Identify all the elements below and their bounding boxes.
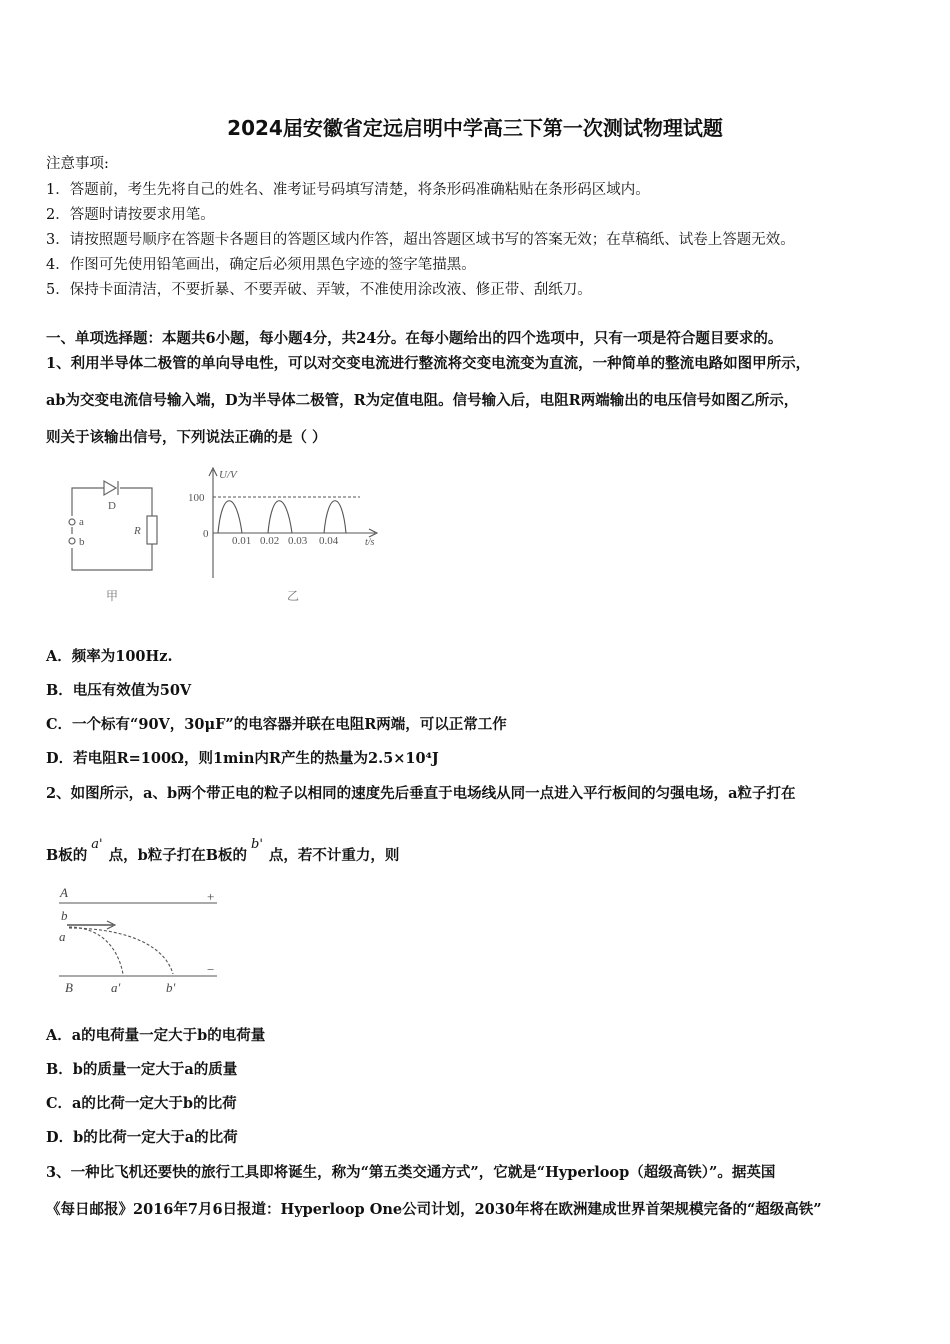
plate-minus-sign: − xyxy=(207,962,215,977)
graph-xtick: 0.01 xyxy=(232,535,252,547)
resistor-label: R xyxy=(134,525,141,537)
hit-point-b-label: b′ xyxy=(166,980,176,995)
plate-plus-sign: + xyxy=(207,889,215,904)
voltage-graph-figure xyxy=(182,464,387,606)
q3-line: 3、一种比飞机还要快的旅行工具即将诞生，称为“第五类交通方式”，它就是“Hyperloop（超级高铁）”。据英国 xyxy=(46,1164,776,1181)
particle-b-label: b xyxy=(61,908,68,923)
graph-origin: 0 xyxy=(203,528,209,540)
graph-xtick: 0.03 xyxy=(288,535,308,547)
section-heading: 一、单项选择题：本题共6小题，每小题4分，共24分。在每小题给出的四个选项中，只有一项是符合题目要求的。 xyxy=(46,330,783,347)
notice-heading: 注意事项: xyxy=(46,156,109,172)
q2-point-b: b' xyxy=(251,837,263,852)
notice-item: 3．请按照题号顺序在答题卡各题目的答题区域内作答，超出答题区域书写的答案无效；在草稿纸、试卷上答题无效。 xyxy=(46,232,795,248)
notice-item: 5．保持卡面清洁，不要折暴、不要弄破、弄皱，不准使用涂改液、修正带、刮纸刀。 xyxy=(46,282,592,298)
q2-option: C．a的比荷一定大于b的比荷 xyxy=(46,1095,237,1112)
q2-line xyxy=(46,837,400,865)
q2-option: B．b的质量一定大于a的质量 xyxy=(46,1061,238,1078)
rectifier-circuit-figure xyxy=(62,474,172,606)
notice-item: 1．答题前，考生先将自己的姓名、准考证号码填写清楚，将条形码准确粘贴在条形码区域内。 xyxy=(46,182,650,198)
q1-line: 则关于该输出信号，下列说法正确的是（ ） xyxy=(46,429,327,446)
q2-text: 点，b粒子打在B板的 xyxy=(108,847,247,864)
figure-caption-yi: 乙 xyxy=(287,589,300,603)
graph-xlabel: t/s xyxy=(365,537,375,548)
q2-text: B板的 xyxy=(46,847,88,864)
q1-option: B．电压有效值为50V xyxy=(46,682,192,699)
terminal-b-label: b xyxy=(79,536,85,548)
q2-option: A．a的电荷量一定大于b的电荷量 xyxy=(46,1027,266,1044)
particle-a-label: a xyxy=(59,929,66,944)
notice-item: 2．答题时请按要求用笔。 xyxy=(46,207,215,223)
parallel-plates-figure xyxy=(55,882,225,998)
hit-point-a-label: a′ xyxy=(111,980,121,995)
plate-b-label: B xyxy=(65,980,73,995)
q2-point-a: a' xyxy=(91,837,103,852)
q2-option: D．b的比荷一定大于a的比荷 xyxy=(46,1129,238,1146)
q2-text: 点，若不计重力，则 xyxy=(268,847,400,864)
plate-a-label: A xyxy=(60,885,68,900)
q1-option: D．若电阻R=100Ω，则1min内R产生的热量为2.5×10⁴J xyxy=(46,750,439,767)
figure-caption-jia: 甲 xyxy=(106,589,119,603)
q1-option: A．频率为100Hz. xyxy=(46,648,173,665)
q1-option: C．一个标有“90V，30μF”的电容器并联在电阻R两端，可以正常工作 xyxy=(46,716,507,733)
q3-line: 《每日邮报》2016年7月6日报道：Hyperloop One公司计划，2030年将在欧洲建成世界首架规模完备的“超级高铁” xyxy=(46,1201,822,1218)
graph-ytick: 100 xyxy=(188,492,205,504)
q2-line: 2、如图所示，a、b两个带正电的粒子以相同的速度先后垂直于电场线从同一点进入平行板间的匀强电场，a粒子打在 xyxy=(46,785,796,802)
graph-xtick: 0.04 xyxy=(319,535,339,547)
diode-label: D xyxy=(108,500,116,512)
q1-line: 1、利用半导体二极管的单向导电性，可以对交变电流进行整流将交变电流变为直流，一种简单的整流电路如图甲所示， xyxy=(46,355,811,372)
notice-item: 4．作图可先使用铅笔画出，确定后必须用黑色字迹的签字笔描黑。 xyxy=(46,257,476,273)
page-title: 2024届安徽省定远启明中学高三下第一次测试物理试题 xyxy=(227,116,723,140)
graph-xtick: 0.02 xyxy=(260,535,280,547)
graph-ylabel: U/V xyxy=(219,469,237,481)
q1-line: ab为交变电流信号输入端，D为半导体二极管，R为定值电阻。信号输入后，电阻R两端输出的电压信号如图乙所示， xyxy=(46,392,799,409)
terminal-a-label: a xyxy=(79,516,84,528)
